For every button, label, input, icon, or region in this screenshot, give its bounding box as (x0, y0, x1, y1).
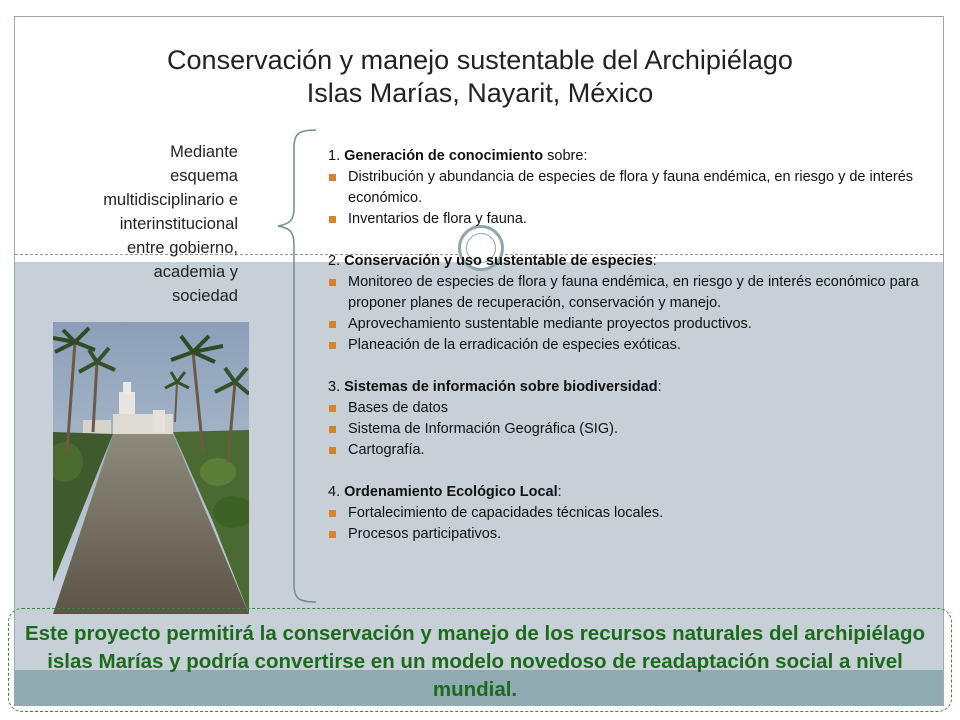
title-line-2: Islas Marías, Nayarit, México (306, 78, 654, 108)
title-line-1: Conservación y manejo sustentable del Archipiélago (167, 45, 793, 75)
list-item: Aprovechamiento sustentable mediante proyectos productivos. (328, 314, 928, 335)
intro-line: multidisciplinario e (103, 191, 238, 209)
list-item: Monitoreo de especies de flora y fauna endémica, en riesgo y de interés económico para proponer planes de recuperación, conservación y manejo. (328, 272, 928, 314)
section-heading: 3. Sistemas de información sobre biodiversidad: (328, 379, 662, 395)
list-item: Sistema de Información Geográfica (SIG). (328, 419, 928, 440)
section-3 (328, 377, 928, 461)
intro-line: interinstitucional (119, 215, 238, 233)
list-item: Planeación de la erradicación de especies exóticas. (328, 335, 928, 356)
bracket-icon (268, 128, 328, 604)
conclusion-text: Este proyecto permitirá la conservación y manejo de los recursos naturales del archipiélago islas Marías y podría convertirse en un modelo novedoso de readaptación social a nivel mundial. (24, 622, 926, 701)
section-heading: 1. Generación de conocimiento sobre: (328, 148, 588, 164)
section-4 (328, 482, 928, 545)
list-item: Inventarios de flora y fauna. (328, 209, 928, 230)
list-item: Bases de datos (328, 398, 928, 419)
intro-text (40, 140, 238, 308)
intro-line: entre gobierno, (127, 239, 238, 257)
intro-line: Mediante (170, 143, 238, 161)
slide-title (60, 44, 900, 110)
list-item: Cartografía. (328, 440, 928, 461)
intro-line: academia y (153, 263, 238, 281)
list-item: Procesos participativos. (328, 524, 928, 545)
section-1 (328, 146, 928, 230)
section-heading: 4. Ordenamiento Ecológico Local: (328, 484, 562, 500)
section-2 (328, 251, 928, 356)
church-street-photo (53, 322, 249, 614)
list-item: Fortalecimiento de capacidades técnicas locales. (328, 503, 928, 524)
intro-line: sociedad (171, 287, 238, 305)
project-components (328, 146, 928, 566)
section-heading: 2. Conservación y uso sustentable de especies: (328, 253, 657, 269)
intro-line: esquema (170, 167, 238, 185)
list-item: Distribución y abundancia de especies de flora y fauna endémica, en riesgo y de interés económico. (328, 167, 928, 209)
